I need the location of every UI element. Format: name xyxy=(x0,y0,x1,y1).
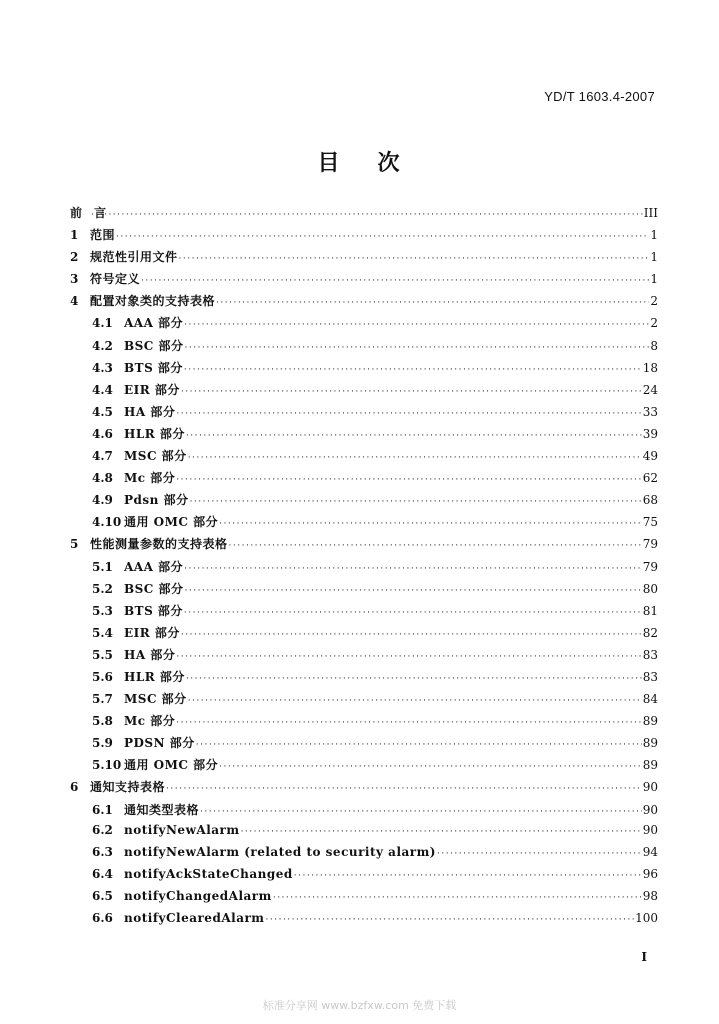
toc-entry-number: 6.3 xyxy=(92,844,113,859)
toc-entry[interactable] xyxy=(70,292,658,314)
toc-entry[interactable] xyxy=(70,337,658,359)
toc-entry[interactable] xyxy=(70,359,658,381)
toc-entry[interactable] xyxy=(70,867,658,889)
toc-leader-dots xyxy=(294,871,642,881)
toc-entry-number: 2 xyxy=(70,250,79,265)
toc-leader-dots xyxy=(185,343,649,353)
toc-entry[interactable] xyxy=(70,845,658,867)
toc-entry-page: 24 xyxy=(642,382,658,397)
toc-leader-dots xyxy=(185,586,642,596)
toc-entry-page: 68 xyxy=(642,493,658,508)
toc-entry[interactable] xyxy=(70,491,658,513)
toc-entry-label: HA 部分 xyxy=(124,404,176,419)
toc-leader-dots xyxy=(186,431,642,441)
toc-entry-page: 2 xyxy=(650,294,658,309)
toc-entry-page: 2 xyxy=(650,316,658,331)
toc-entry-label: 符号定义 xyxy=(90,272,141,287)
toc-entry-page: 90 xyxy=(642,780,658,795)
toc-leader-dots xyxy=(196,740,642,750)
toc-entry-label: 通用 OMC 部分 xyxy=(124,758,219,773)
toc-entry-label: PDSN 部分 xyxy=(124,736,195,751)
toc-entry-page: 90 xyxy=(642,802,658,817)
toc-leader-dots xyxy=(273,893,642,903)
toc-leader-dots xyxy=(179,254,649,264)
toc-entry-label: HLR 部分 xyxy=(124,426,185,441)
toc-entry-number: 4.2 xyxy=(92,338,113,353)
toc-entry[interactable] xyxy=(70,403,658,425)
toc-entry-number: 6 xyxy=(70,780,79,795)
toc-entry[interactable] xyxy=(70,314,658,336)
toc-leader-dots xyxy=(200,807,642,817)
toc-entry-label: BTS 部分 xyxy=(124,603,183,618)
toc-entry[interactable] xyxy=(70,535,658,557)
toc-entry[interactable] xyxy=(70,889,658,911)
toc-entry[interactable] xyxy=(70,270,658,292)
toc-entry[interactable] xyxy=(70,602,658,624)
toc-entry[interactable] xyxy=(70,204,658,226)
toc-entry-label: 性能测量参数的支持表格 xyxy=(90,537,228,552)
toc-entry-page: 49 xyxy=(642,449,658,464)
toc-title-right: 次 xyxy=(377,151,402,176)
toc-leader-dots xyxy=(266,915,635,925)
toc-entry-page: 8 xyxy=(650,338,658,353)
toc-entry[interactable] xyxy=(70,580,658,602)
toc-leader-dots xyxy=(176,409,641,419)
toc-entry-number: 5.3 xyxy=(92,603,113,618)
toc-entry-label: 配置对象类的支持表格 xyxy=(90,294,216,309)
toc-entry-number: 4 xyxy=(70,294,79,309)
toc-entry[interactable] xyxy=(70,668,658,690)
toc-entry-label: 规范性引用文件 xyxy=(90,250,178,265)
toc-leader-dots xyxy=(184,365,642,375)
toc-entry-label: notifyNewAlarm (related to security alarm) xyxy=(124,844,436,859)
toc-entry[interactable] xyxy=(70,911,658,933)
toc-entry-page: 1 xyxy=(650,250,658,265)
toc-entry-label: notifyNewAlarm xyxy=(124,822,240,837)
toc-entry-label: EIR 部分 xyxy=(124,382,180,397)
toc-entry[interactable] xyxy=(70,712,658,734)
toc-entry-number: 1 xyxy=(70,228,79,243)
toc-entry-number: 6.5 xyxy=(92,888,113,903)
toc-entry-label: BTS 部分 xyxy=(124,360,183,375)
toc-entry-number: 5.5 xyxy=(92,647,113,662)
toc-entry-page: III xyxy=(643,206,658,220)
toc-leader-dots xyxy=(181,387,642,397)
toc-entry[interactable] xyxy=(70,734,658,756)
toc-entry-label: notifyClearedAlarm xyxy=(124,911,265,925)
toc-entry-number: 4.1 xyxy=(92,316,113,331)
toc-entry-page: 33 xyxy=(642,404,658,419)
toc-leader-dots xyxy=(176,718,641,728)
toc-entry-number: 4.3 xyxy=(92,360,113,375)
toc-entry-number: 6.4 xyxy=(92,866,113,881)
toc-leader-dots xyxy=(229,541,642,551)
toc-entry[interactable] xyxy=(70,690,658,712)
toc-entry[interactable] xyxy=(70,381,658,403)
watermark: 标准分享网 www.bzfxw.com 免费下载 xyxy=(262,999,457,1012)
toc-entry-page: 39 xyxy=(642,426,658,441)
toc-entry[interactable] xyxy=(70,801,658,823)
toc-entry[interactable] xyxy=(70,823,658,845)
toc-leader-dots xyxy=(216,298,649,308)
toc-entry-label: 范围 xyxy=(90,228,116,243)
toc-leader-dots xyxy=(188,453,642,463)
toc-entry-number: 6.6 xyxy=(92,911,113,925)
toc-leader-dots xyxy=(181,630,642,640)
toc-leader-dots xyxy=(91,210,643,220)
toc-leader-dots xyxy=(166,784,642,794)
toc-entry-page: 98 xyxy=(642,888,658,903)
toc-entry-number: 5.7 xyxy=(92,692,113,707)
toc-leader-dots xyxy=(437,849,642,859)
toc-leader-dots xyxy=(184,320,649,330)
toc-entry-page: 89 xyxy=(642,758,658,773)
toc-entry-label: BSC 部分 xyxy=(124,338,184,353)
toc-entry-number: 3 xyxy=(70,272,79,287)
toc-entry-number: 6.2 xyxy=(92,822,113,837)
toc-entry-page: 96 xyxy=(642,866,658,881)
toc-entry[interactable] xyxy=(70,624,658,646)
toc-entry-page: 75 xyxy=(642,515,658,530)
toc-entry-number: 4.9 xyxy=(92,493,113,508)
toc-entry-label: Mc 部分 xyxy=(124,714,176,729)
toc-entry-label: HLR 部分 xyxy=(124,669,185,684)
toc-leader-dots xyxy=(184,564,642,574)
toc-entry[interactable] xyxy=(70,513,658,535)
toc-entry[interactable] xyxy=(70,469,658,491)
toc-entry-label: BSC 部分 xyxy=(124,581,184,596)
toc-entry-number: 5.2 xyxy=(92,581,113,596)
toc-entry-label: MSC 部分 xyxy=(124,449,187,464)
toc-leader-dots xyxy=(241,827,642,837)
toc-entry-page: 83 xyxy=(642,669,658,684)
toc-leader-dots xyxy=(186,674,642,684)
toc-entry-page: 90 xyxy=(642,822,658,837)
toc-entry-number: 5.6 xyxy=(92,669,113,684)
toc-entry-number: 4.10 xyxy=(92,515,122,530)
toc-entry-page: 1 xyxy=(650,272,658,287)
toc-entry-number: 5.8 xyxy=(92,714,113,729)
toc-entry-page: 18 xyxy=(642,360,658,375)
toc-entry-label: 通知类型表格 xyxy=(124,802,200,817)
toc-entry-page: 80 xyxy=(642,581,658,596)
toc-entry-label: AAA 部分 xyxy=(124,316,184,331)
toc-entry-label: EIR 部分 xyxy=(124,625,180,640)
toc-entry-number: 5.1 xyxy=(92,559,113,574)
toc-entry-page: 84 xyxy=(642,692,658,707)
toc-entry[interactable] xyxy=(70,226,658,248)
toc-entry-page: 79 xyxy=(642,559,658,574)
toc-entry-label: Mc 部分 xyxy=(124,471,176,486)
page-number: I xyxy=(641,950,647,964)
toc-leader-dots xyxy=(176,652,641,662)
toc-entry-page: 82 xyxy=(642,625,658,640)
toc-entry-label: AAA 部分 xyxy=(124,559,184,574)
toc-entry-number: 5.10 xyxy=(92,758,122,773)
toc-entry-number: 前 言 xyxy=(70,206,107,220)
toc-title xyxy=(0,146,719,177)
toc-entry-label: 通知支持表格 xyxy=(90,780,166,795)
toc-leader-dots xyxy=(184,608,642,618)
toc-entry-page: 79 xyxy=(642,537,658,552)
toc-leader-dots xyxy=(141,276,649,286)
toc-entry-label: 通用 OMC 部分 xyxy=(124,515,219,530)
toc-entry-label: notifyChangedAlarm xyxy=(124,888,272,903)
toc-leader-dots xyxy=(176,475,641,485)
toc-entry-page: 62 xyxy=(642,471,658,486)
toc-entry-number: 4.4 xyxy=(92,382,113,397)
toc-entry[interactable] xyxy=(70,778,658,800)
toc-entry-page: 1 xyxy=(650,228,658,243)
toc-leader-dots xyxy=(116,232,649,242)
toc-entry[interactable] xyxy=(70,425,658,447)
toc-entry-label: Pdsn 部分 xyxy=(124,493,189,508)
toc-entry-number: 4.6 xyxy=(92,426,113,441)
toc-entry-page: 94 xyxy=(642,844,658,859)
toc-entry[interactable] xyxy=(70,756,658,778)
toc-entry-number: 4.5 xyxy=(92,404,113,419)
standard-number: YD/T 1603.4-2007 xyxy=(544,89,655,104)
toc-entry-label: HA 部分 xyxy=(124,647,176,662)
toc-title-left: 目 xyxy=(317,151,342,176)
toc-entry-label: MSC 部分 xyxy=(124,692,187,707)
toc-entry-label: notifyAckStateChanged xyxy=(124,866,293,881)
toc-entry-number: 5.9 xyxy=(92,736,113,751)
toc-leader-dots xyxy=(219,519,642,529)
toc-leader-dots xyxy=(190,497,642,507)
toc-entry-number: 4.7 xyxy=(92,449,113,464)
toc-entry-number: 5 xyxy=(70,537,79,552)
toc-entry-page: 83 xyxy=(642,647,658,662)
toc-entry-page: 100 xyxy=(635,911,658,925)
toc-entry[interactable] xyxy=(70,646,658,668)
toc-entry-page: 89 xyxy=(642,714,658,729)
table-of-contents xyxy=(70,204,658,933)
toc-entry[interactable] xyxy=(70,447,658,469)
toc-entry-number: 5.4 xyxy=(92,625,113,640)
toc-entry-number: 6.1 xyxy=(92,802,113,817)
toc-leader-dots xyxy=(219,762,642,772)
toc-entry-page: 81 xyxy=(642,603,658,618)
toc-leader-dots xyxy=(188,696,642,706)
toc-entry-number: 4.8 xyxy=(92,471,113,486)
toc-entry[interactable] xyxy=(70,248,658,270)
toc-entry-page: 89 xyxy=(642,736,658,751)
toc-entry[interactable] xyxy=(70,558,658,580)
